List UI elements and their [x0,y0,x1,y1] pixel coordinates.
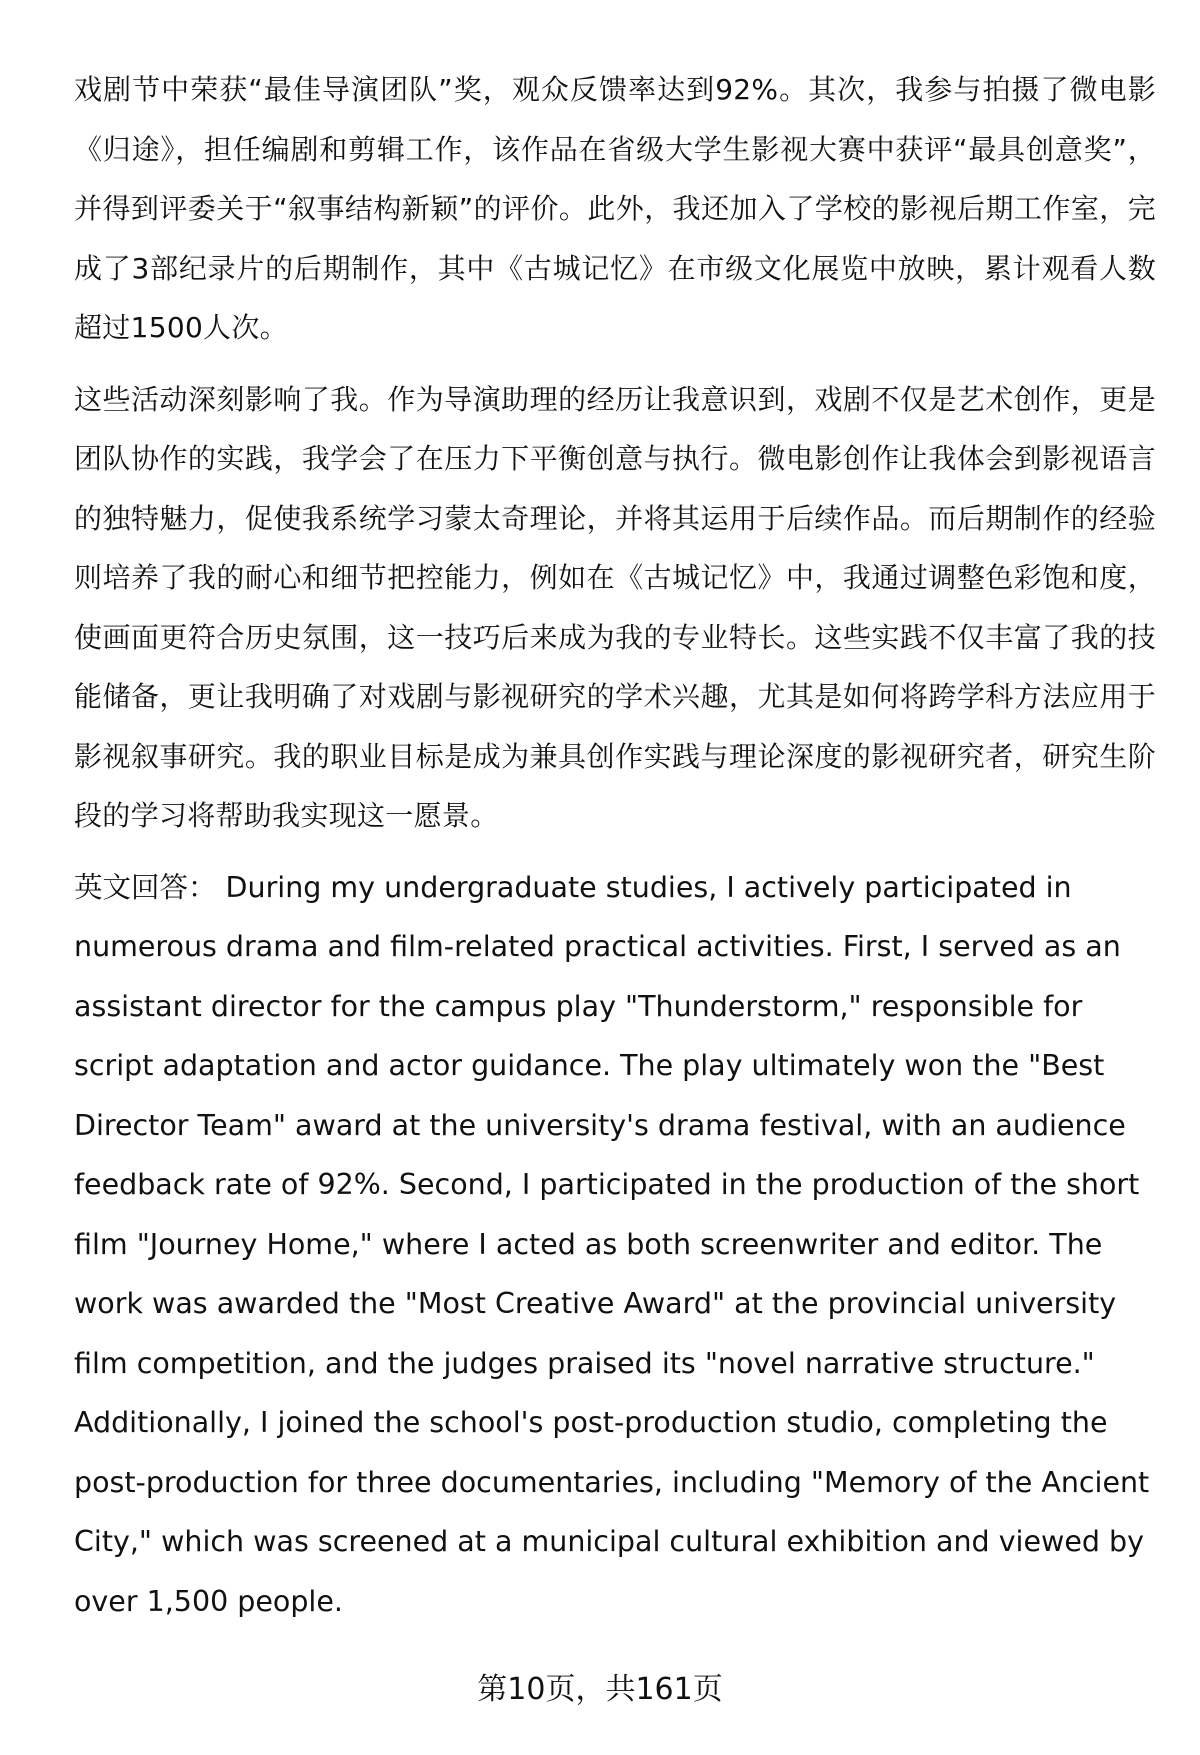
paragraph-english-answer: 英文回答： During my undergraduate studies, I actively participated in numerous drama and film-related practical activities. First, I served as an assistant director for the campus play "Thunderstorm," responsible for script adaptation and actor guidance. The play ultimately won the "Best Director Team" award at the university's drama festival, with an audience feedback rate of 92%. Second, I participated in the production of the short film "Journey Home," where I acted as both screenwriter and editor. The work was awarded the "Most Creative Award" at the provincial university film competition, and the judges praised its "novel narrative structure." Additionally, I joined the school's post-production studio, completing the post-production for three documentaries, including "Memory of the Ancient City," which was screened at a municipal cultural exhibition and viewed by over 1,500 people. [74,870,1150,1618]
page-number-footer: 第10页，共161页 [477,1672,723,1707]
document-body [74,60,1156,1631]
paragraph-chinese-2: 这些活动深刻影响了我。作为导演助理的经历让我意识到，戏剧不仅是艺术创作，更是团队协作的实践，我学会了在压力下平衡创意与执行。微电影创作让我体会到影视语言的独特魅力，促使我系统学习蒙太奇理论，并将其运用于后续作品。而后期制作的经验则培养了我的耐心和细节把控能力，例如在《古城记忆》中，我通过调整色彩饱和度，使画面更符合历史氛围，这一技巧后来成为我的专业特长。这些实践不仅丰富了我的技能储备，更让我明确了对戏剧与影视研究的学术兴趣，尤其是如何将跨学科方法应用于影视叙事研究。我的职业目标是成为兼具创作实践与理论深度的影视研究者，研究生阶段的学习将帮助我实现这一愿景。 [74,382,1156,832]
paragraph-chinese-1: 戏剧节中荣获“最佳导演团队”奖，观众反馈率达到92%。其次，我参与拍摄了微电影《归途》，担任编剧和剪辑工作，该作品在省级大学生影视大赛中获评“最具创意奖”，并得到评委关于“叙事结构新颖”的评价。此外，我还加入了学校的影视后期工作室，完成了3部纪录片的后期制作，其中《古城记忆》在市级文化展览中放映，累计观看人数超过1500人次。 [74,73,1156,344]
